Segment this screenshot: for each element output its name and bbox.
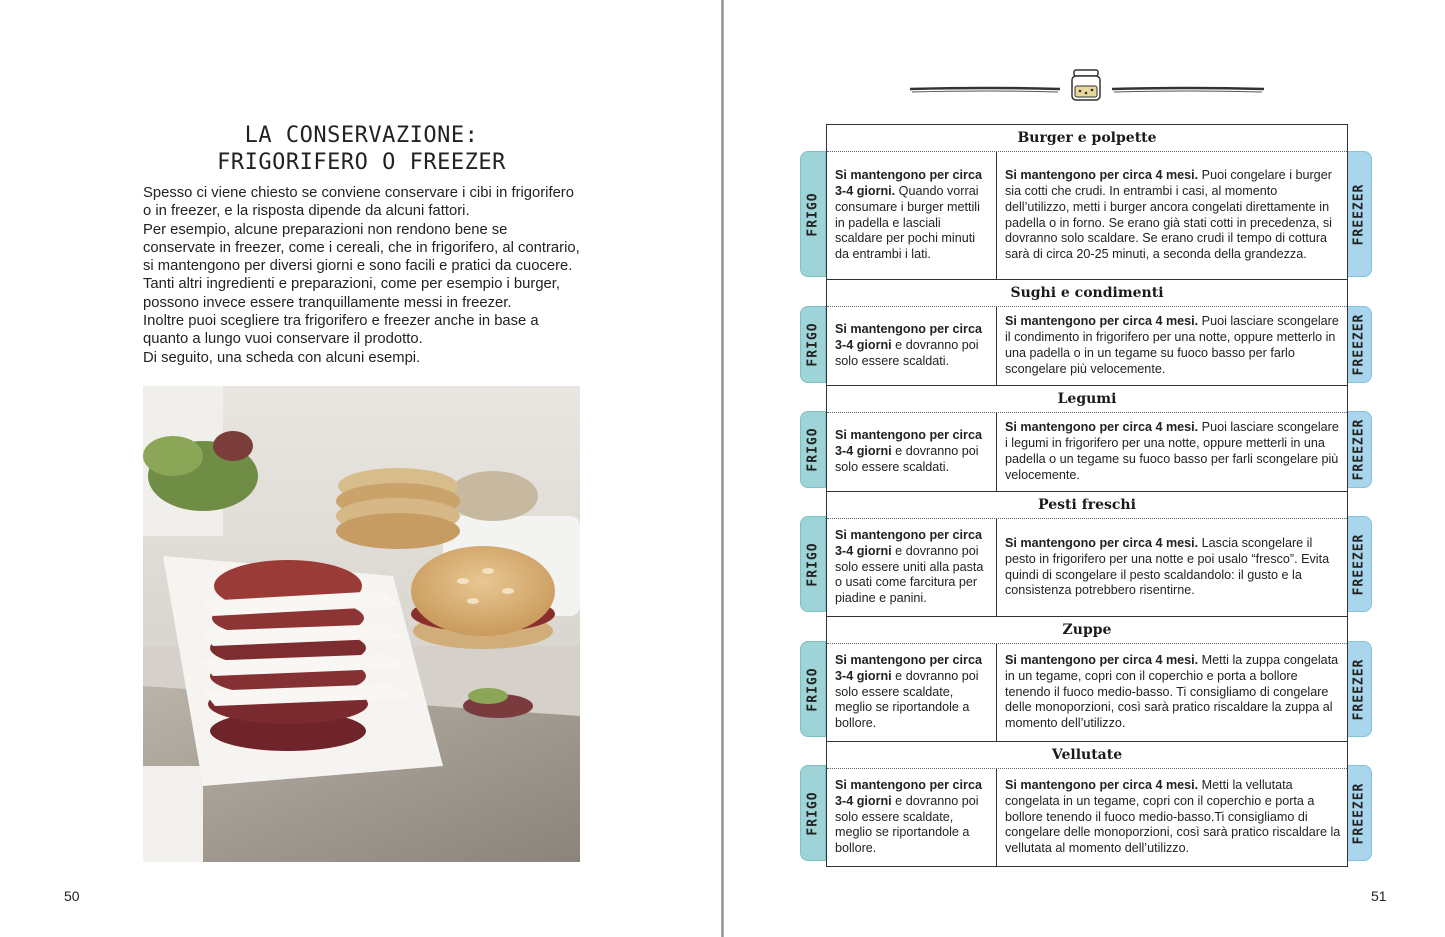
frigo-cell	[827, 307, 997, 385]
table-row	[827, 769, 1347, 866]
section-title: Zuppe	[827, 617, 1347, 644]
freezer-bold-text: Si mantengono per circa 4 mesi.	[1005, 167, 1199, 182]
frigo-tab	[800, 306, 826, 383]
freezer-cell	[997, 519, 1347, 616]
frigo-text: e dovranno poi solo essere scaldate, meglio se riportandole a bollore.	[835, 668, 979, 731]
frigo-cell	[827, 519, 997, 616]
frigo-text: Quando vorrai consumare i burger mettili in padella e lasciali scaldare per pochi minuti da entrambi i lati.	[835, 183, 980, 262]
freezer-text: Puoi lasciare scongelare il condimento in frigorifero per una notte, oppure metterlo in una padella o in un tegame su fuoco basso per farlo scongelare più velocemente.	[1005, 314, 1339, 376]
frigo-bold-text: Si mantengono per circa 3-4 giorni	[835, 527, 982, 558]
frigo-bold-text: Si mantengono per circa 3-4 giorni	[835, 652, 982, 683]
freezer-tab	[1346, 306, 1372, 383]
section-title: Legumi	[827, 386, 1347, 413]
page-number-left: 50	[64, 888, 80, 904]
frigo-tab	[800, 765, 826, 861]
freezer-text: Metti la vellutata congelata in un tegame, copri con il coperchio e porta a bollore tenendo il fuoco medio-basso.Ti consigliamo di congelare delle monoporzioni, così sarà pratico riscaldare la vellutata al momento dell’utilizzo.	[1005, 777, 1341, 856]
title-line-2: FRIGORIFERO O FREEZER	[217, 150, 506, 175]
frigo-tab	[800, 151, 826, 277]
intro-paragraph: Tanti altri ingredienti e preparazioni, come per esempio i burger, possono invece essere tranquillamente messi in freezer.	[143, 276, 561, 311]
freezer-tab	[1346, 411, 1372, 488]
frigo-bold-text: Si mantengono per circa 3-4 giorni	[835, 777, 982, 808]
freezer-cell	[997, 413, 1347, 491]
freezer-tab	[1346, 641, 1372, 737]
freezer-tab	[1346, 151, 1372, 277]
section-title: Pesti freschi	[827, 492, 1347, 519]
frigo-tab	[800, 516, 826, 612]
freezer-tab-label: FREEZER	[1351, 183, 1367, 245]
frigo-tab-label: FRIGO	[805, 427, 821, 472]
frigo-cell	[827, 413, 997, 491]
freezer-tab	[1346, 516, 1372, 612]
book-gutter	[721, 0, 724, 937]
freezer-cell	[997, 644, 1347, 741]
section-title: Burger e polpette	[827, 125, 1347, 152]
freezer-bold-text: Si mantengono per circa 4 mesi.	[1005, 420, 1199, 435]
freezer-cell	[997, 769, 1347, 866]
freezer-tab-label: FREEZER	[1351, 313, 1367, 376]
intro-text	[143, 184, 583, 367]
frigo-bold-text: Si mantengono per circa 3-4 giorni.	[835, 167, 982, 198]
frigo-tab	[800, 641, 826, 737]
frigo-tab-label: FRIGO	[805, 191, 821, 237]
freezer-bold-text: Si mantengono per circa 4 mesi.	[1005, 535, 1199, 550]
page-number-right: 51	[1371, 888, 1387, 904]
table-row	[827, 152, 1347, 280]
frigo-tab-label: FRIGO	[805, 322, 821, 367]
frigo-tab-label: FRIGO	[805, 541, 821, 587]
intro-paragraph: Di seguito, una scheda con alcuni esempi.	[143, 349, 421, 366]
freezer-tab-label: FREEZER	[1351, 418, 1367, 481]
table-row	[827, 519, 1347, 617]
frigo-bold-text: Si mantengono per circa 3-4 giorni	[835, 322, 982, 353]
frigo-cell	[827, 644, 997, 741]
table-row	[827, 307, 1347, 386]
freezer-text: Puoi lasciare scongelare i legumi in frigorifero per una notte, oppure metterli in una padella o un tegame su fuoco basso per farli scongelare più velocemente.	[1005, 420, 1339, 482]
section-title: Vellutate	[827, 742, 1347, 769]
freezer-tab-label: FREEZER	[1351, 782, 1367, 844]
frigo-text: e dovranno poi solo essere scaldati.	[835, 444, 979, 474]
frigo-text: e dovranno poi solo essere scaldate, meglio se riportandole a bollore.	[835, 793, 979, 856]
frigo-tab-label: FRIGO	[805, 666, 821, 712]
freezer-bold-text: Si mantengono per circa 4 mesi.	[1005, 652, 1199, 667]
intro-paragraph: Spesso ci viene chiesto se conviene conservare i cibi in frigorifero o in freezer, e la risposta dipende da alcuni fattori.	[143, 185, 574, 220]
burger-photo	[143, 386, 580, 862]
freezer-text: Lascia scongelare il pesto in frigorifero per una notte e poi usalo “fresco”. Evita quindi di scongelare il pesto scaldandolo: il gusto e la consistenza potrebbero risentirne.	[1005, 535, 1330, 598]
freezer-bold-text: Si mantengono per circa 4 mesi.	[1005, 314, 1199, 329]
frigo-cell	[827, 152, 997, 279]
conservation-table	[826, 124, 1348, 867]
freezer-text: Puoi congelare i burger sia cotti che crudi. In entrambi i casi, al momento dell’utilizzo, metti i burger ancora congelati direttamente in padella o in forno. Se erano già stati cotti in precedenza, si dovranno solo scaldare. Se erano crudi il tempo di cottura sarà di circa 20-25 minuti, a seconda della grandezza.	[1005, 167, 1332, 262]
frigo-tab-label: FRIGO	[805, 790, 821, 836]
section-title: Sughi e condimenti	[827, 280, 1347, 307]
title-line-1: LA CONSERVAZIONE:	[244, 123, 479, 148]
freezer-cell	[997, 152, 1347, 279]
freezer-text: Metti la zuppa congelata in un tegame, copri con il coperchio e porta a bollore tenendo il fuoco medio-basso. Ti consigliamo di congelare delle monoporzioni, così sarà pratico riscaldare la zuppa al momento dell’utilizzo.	[1005, 652, 1339, 731]
freezer-tab	[1346, 765, 1372, 861]
intro-paragraph: Per esempio, alcune preparazioni non rendono bene se conservate in freezer, come i cereali, che in frigorifero, al contrario, si mantengono per diversi giorni e sono facili e pratici da cuocere.	[143, 221, 580, 275]
jar-icon	[1072, 70, 1100, 100]
table-row	[827, 644, 1347, 742]
frigo-bold-text: Si mantengono per circa 3-4 giorni	[835, 428, 982, 459]
freezer-bold-text: Si mantengono per circa 4 mesi.	[1005, 777, 1199, 792]
frigo-cell	[827, 769, 997, 866]
jar-divider-ornament	[908, 66, 1266, 106]
freezer-tab-label: FREEZER	[1351, 658, 1367, 720]
table-row	[827, 413, 1347, 492]
freezer-cell	[997, 307, 1347, 385]
intro-paragraph: Inoltre puoi scegliere tra frigorifero e freezer anche in base a quanto a lungo vuoi conservare il prodotto.	[143, 313, 539, 348]
freezer-tab-label: FREEZER	[1351, 533, 1367, 595]
frigo-text: e dovranno poi solo essere uniti alla pasta o usati come farcitura per piadine e panini.	[835, 543, 984, 606]
frigo-text: e dovranno poi solo essere scaldati.	[835, 338, 979, 368]
frigo-tab	[800, 411, 826, 488]
page-title	[143, 122, 580, 176]
